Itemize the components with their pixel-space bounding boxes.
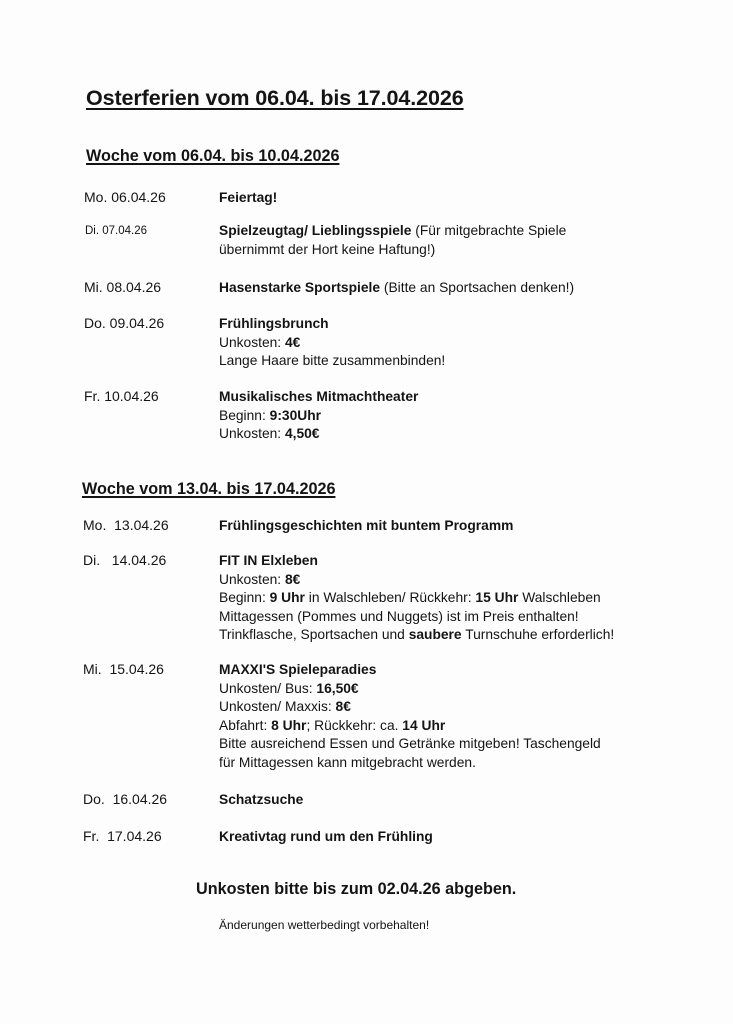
day-title: Musikalisches Mitmachtheater bbox=[219, 389, 419, 404]
day-detail-line bbox=[219, 680, 601, 699]
page-title: Osterferien vom 06.04. bis 17.04.2026 bbox=[86, 86, 464, 110]
day-entry bbox=[219, 388, 418, 444]
label: Unkosten/ Maxxis: bbox=[219, 699, 336, 714]
value: saubere bbox=[408, 627, 462, 642]
day-detail-line: Bitte ausreichend Essen und Getränke mitgeben! Taschengeld bbox=[219, 736, 601, 751]
value: 15 Uhr bbox=[475, 590, 519, 605]
day-date: Mi. 08.04.26 bbox=[84, 279, 162, 295]
label: Unkosten/ Bus: bbox=[219, 680, 317, 696]
day-date: Mi. 15.04.26 bbox=[83, 661, 164, 677]
day-date: Fr. 17.04.26 bbox=[83, 828, 162, 844]
day-detail-line: Mittagessen (Pommes und Nuggets) ist im Preis enthalten! bbox=[219, 608, 579, 624]
day-title-note: (Bitte an Sportsachen denken!) bbox=[380, 280, 575, 295]
day-title: Frühlingsbrunch bbox=[219, 316, 329, 331]
day-date: Mo. 06.04.26 bbox=[84, 189, 166, 205]
day-detail-line bbox=[219, 589, 614, 608]
day-title: Schatzsuche bbox=[219, 792, 304, 807]
day-entry bbox=[219, 791, 303, 810]
day-entry bbox=[219, 517, 513, 536]
value: 8€ bbox=[284, 571, 301, 587]
value: 16,50€ bbox=[316, 680, 359, 696]
day-detail-line bbox=[219, 334, 445, 353]
text: Abfahrt: bbox=[219, 717, 272, 733]
day-entry bbox=[219, 279, 574, 298]
weather-disclaimer: Änderungen wetterbedingt vorbehalten! bbox=[219, 918, 430, 932]
day-title: Hasenstarke Sportspiele bbox=[219, 280, 381, 295]
value: 4€ bbox=[284, 334, 301, 350]
text: Walschleben bbox=[518, 590, 601, 605]
day-title: MAXXI'S Spieleparadies bbox=[219, 662, 377, 677]
day-entry bbox=[219, 222, 566, 259]
text: Turnschuhe erforderlich! bbox=[461, 627, 615, 642]
day-detail-line: Lange Haare bitte zusammenbinden! bbox=[219, 353, 446, 368]
day-date: Do. 16.04.26 bbox=[83, 791, 168, 807]
day-entry bbox=[219, 828, 433, 847]
day-date: Fr. 10.04.26 bbox=[84, 388, 159, 404]
day-entry bbox=[219, 552, 614, 645]
week-1-heading: Woche vom 06.04. bis 10.04.2026 bbox=[86, 147, 340, 165]
value: 8 Uhr bbox=[271, 717, 307, 733]
label: Unkosten: bbox=[219, 571, 285, 587]
label: Unkosten: bbox=[219, 426, 285, 441]
value: 9:30Uhr bbox=[269, 407, 322, 423]
day-detail-line bbox=[219, 717, 601, 736]
text: Beginn: bbox=[219, 590, 270, 605]
value: 14 Uhr bbox=[402, 717, 446, 733]
text: Trinkflasche, Sportsachen und bbox=[219, 627, 409, 642]
day-detail-line bbox=[219, 425, 418, 444]
day-date: Di. 07.04.26 bbox=[85, 225, 148, 237]
week-2-heading: Woche vom 13.04. bis 17.04.2026 bbox=[82, 480, 336, 498]
payment-deadline-notice: Unkosten bitte bis zum 02.04.26 abgeben. bbox=[196, 880, 517, 898]
day-detail-line bbox=[219, 626, 614, 645]
day-detail-line: übernimmt der Hort keine Haftung!) bbox=[219, 241, 436, 257]
value: 4,50€ bbox=[284, 426, 320, 441]
day-detail-line bbox=[219, 407, 418, 426]
value: 8€ bbox=[335, 699, 351, 714]
day-date: Di. 14.04.26 bbox=[83, 552, 167, 568]
day-detail-line bbox=[219, 571, 614, 590]
text: in Walschleben/ Rückkehr: bbox=[304, 590, 476, 605]
day-title: Spielzeugtag/ Lieblingsspiele bbox=[219, 223, 412, 238]
day-entry bbox=[219, 189, 277, 208]
day-date: Do. 09.04.26 bbox=[84, 315, 165, 331]
day-entry bbox=[219, 315, 445, 371]
day-title: Feiertag! bbox=[219, 190, 278, 205]
day-title: Frühlingsgeschichten mit buntem Programm bbox=[219, 518, 514, 533]
day-date: Mo. 13.04.26 bbox=[83, 517, 169, 533]
label: Beginn: bbox=[219, 407, 270, 423]
label: Unkosten: bbox=[219, 334, 285, 350]
day-title-note: (Für mitgebrachte Spiele bbox=[411, 223, 567, 238]
text: ; Rückkehr: ca. bbox=[306, 717, 403, 733]
day-detail-line bbox=[219, 698, 601, 717]
day-title: Kreativtag rund um den Frühling bbox=[219, 829, 433, 844]
day-entry bbox=[219, 661, 601, 772]
value: 9 Uhr bbox=[269, 590, 305, 605]
day-title: FIT IN Elxleben bbox=[219, 553, 318, 568]
day-detail-line: für Mittagessen kann mitgebracht werden. bbox=[219, 754, 476, 770]
